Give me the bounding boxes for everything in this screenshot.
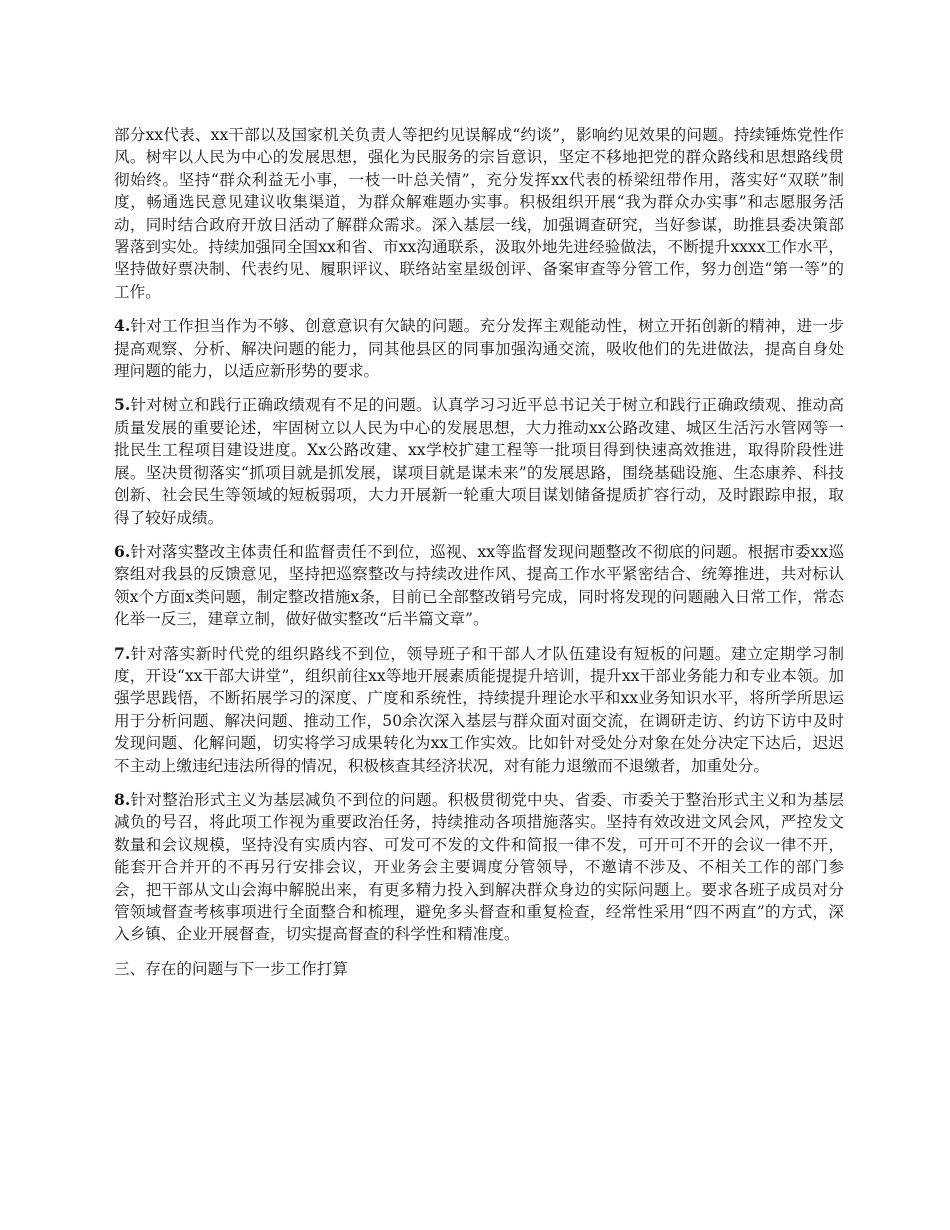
paragraph-item-7 (114, 643, 844, 777)
paragraph-item-5 (114, 394, 844, 528)
document-page (114, 124, 844, 980)
paragraph-item-6 (114, 541, 844, 631)
paragraph-text: 针对树立和践行正确政绩观有不足的问题。认真学习习近平总书记关于树立和践行正确政绩观、推动高质量发展的重要论述，牢固树立以人民为中心的发展思想，大力推动xx公路改建、城区生活污水管网等一批民生工程项目建设进度。Xx公路改建、xx学校扩建工程等一批项目得到快速高效推进，取得阶段性进展。坚决贯彻落实“抓项目就是抓发展，谋项目就是谋未来”的发展思路，围绕基础设施、生态康养、科技创新、社会民生等领域的短板弱项，大力开展新一轮重大项目谋划储备提质扩容行动，及时跟踪申报，取得了较好成绩。 (114, 396, 844, 527)
item-number: 8. (114, 789, 131, 809)
item-number: 5. (114, 395, 131, 415)
item-number: 7. (114, 643, 131, 663)
paragraph-item-8 (114, 789, 844, 946)
paragraph-text: 针对落实整改主体责任和监督责任不到位，巡视、xx等监督发现问题整改不彻底的问题。根据市委xx巡察组对我县的反馈意见，坚持把巡察整改与持续改进作风、提高工作水平紧密结合、统筹推进，共对标认领x个方面x类问题，制定整改措施x条，目前已全部整改销号完成，同时将发现的问题融入日常工作，常态化举一反三，建章立制，做好做实整改“后半篇文章”。 (114, 542, 844, 629)
item-number: 6. (114, 541, 131, 561)
paragraph-text: 针对工作担当作为不够、创意意识有欠缺的问题。充分发挥主观能动性，树立开拓创新的精神，进一步提高观察、分析、解决问题的能力，同其他县区的同事加强沟通交流，吸收他们的先进做法，提高自身处理问题的能力，以适应新形势的要求。 (114, 317, 844, 381)
section-heading: 三、存在的问题与下一步工作打算 (114, 959, 348, 978)
paragraph-item-4 (114, 315, 844, 382)
paragraph-text: 针对落实新时代党的组织路线不到位，领导班子和干部人才队伍建设有短板的问题。建立定期学习制度，开设“xx干部大讲堂”，组织前往xx等地开展素质能提提升培训，提升xx干部业务能力和专业本领。加强学思践悟，不断拓展学习的深度、广度和系统性，持续提升理论水平和xx业务知识水平，将所学所思运用于分析问题、解决问题、推动工作，50余次深入基层与群众面对面交流，在调研走访、约访下访中及时发现问题、化解问题，切实将学习成果转化为xx工作实效。比如针对受处分对象在处分决定下达后，迟迟不主动上缴违纪违法所得的情况，积极核查其经济状况，对有能力退缴而不退缴者，加重处分。 (114, 644, 844, 775)
paragraph-text: 针对整治形式主义为基层减负不到位的问题。积极贯彻党中央、省委、市委关于整治形式主义和为基层减负的号召，将此项工作视为重要政治任务，持续推动各项措施落实。坚持有效改进文风会风，严控发文数量和会议规模，坚持没有实质内容、可发可不发的文件和简报一律不发，可开可不开的会议一律不开，能套开合并开的不再另行安排会议，开业务会主要调度分管领导，不邀请不涉及、不相关工作的部门参会，把干部从文山会海中解脱出来，有更多精力投入到解决群众身边的实际问题上。要求各班子成员对分管领域督查考核事项进行全面整合和梳理，避免多头督查和重复检查，经常性采用“四不两直”的方式，深入乡镇、企业开展督查，切实提高督查的科学性和精准度。 (114, 790, 844, 944)
paragraph-text: 部分xx代表、xx干部以及国家机关负责人等把约见误解成“约谈”，影响约见效果的问题。持续锤炼党性作风。树牢以人民为中心的发展思想，强化为民服务的宗旨意识，坚定不移地把党的群众路线和思想路线贯彻始终。坚持“群众利益无小事，一枝一叶总关情”，充分发挥xx代表的桥梁纽带作用，落实好“双联”制度，畅通选民意见建议收集渠道，为群众解难题办实事。积极组织开展“我为群众办实事”和志愿服务活动，同时结合政府开放日活动了解群众需求。深入基层一线，加强调查研究，当好参谋，助推县委决策部署落到实处。持续加强同全国xx和省、市xx沟通联系，汲取外地先进经验做法，不断提升xxxx工作水平，坚持做好票决制、代表约见、履职评议、联络站室星级创评、备案审查等分管工作，努力创造“第一等”的工作。 (114, 126, 844, 301)
paragraph-continued (114, 124, 844, 303)
item-number: 4. (114, 316, 131, 336)
